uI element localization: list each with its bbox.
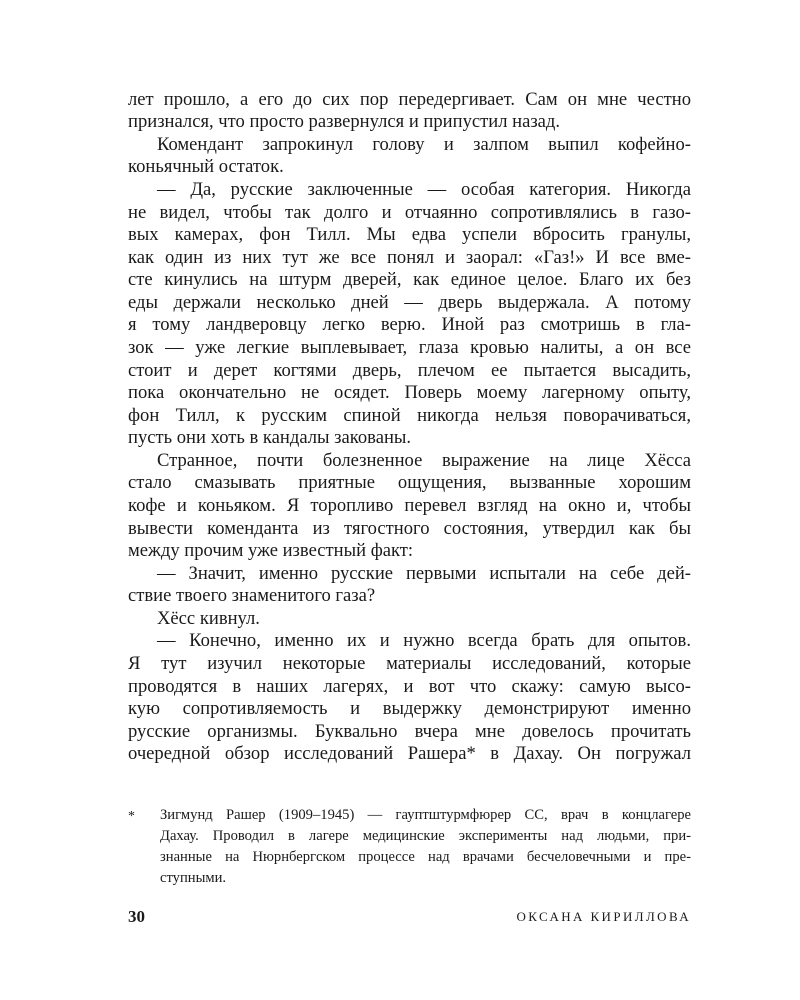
body-line-4: коньячный остаток. bbox=[128, 156, 284, 177]
body-line-1: лет прошло, а его до сих пор передергивает. Сам он мне честно bbox=[128, 89, 691, 110]
body-line-20: вывести коменданта из тягостного состояния, утвердил как бы bbox=[128, 518, 691, 539]
body-line-10: еды держали несколько дней — дверь выдержала. А потому bbox=[128, 292, 691, 313]
body-line-18: стало смазывать приятные ощущения, вызванные хорошим bbox=[128, 472, 691, 493]
footnote-line-4: ступными. bbox=[160, 870, 227, 886]
body-line-26: Я тут изучил некоторые материалы исследований, которые bbox=[128, 653, 691, 674]
body-line-9: сте кинулись на штурм дверей, как единое целое. Благо их без bbox=[128, 269, 691, 290]
body-line-15: фон Тилл, к русским спиной никогда нельзя поворачиваться, bbox=[128, 405, 691, 426]
body-line-27: проводятся в наших лагерях, и вот что скажу: самую высо- bbox=[128, 676, 691, 697]
body-line-7: вых камерах, фон Тилл. Мы едва успели вбросить гранулы, bbox=[128, 224, 691, 245]
body-line-24: Хёсс кивнул. bbox=[157, 608, 260, 629]
body-line-6: не видел, чтобы так долго и отчаянно сопротивлялись в газо- bbox=[128, 202, 691, 223]
body-line-3: Комендант запрокинул голову и залпом выпил кофейно- bbox=[157, 134, 691, 155]
body-line-11: я тому ландверовцу легко верю. Иной раз смотришь в гла- bbox=[128, 314, 691, 335]
body-line-14: пока окончательно не осядет. Поверь моему лагерному опыту, bbox=[128, 382, 691, 403]
running-footer-author: ОКСАНА КИРИЛЛОВА bbox=[516, 909, 691, 924]
body-line-5: — Да, русские заключенные — особая категория. Никогда bbox=[157, 179, 691, 200]
body-line-28: кую сопротивляемость и выдержку демонстрируют именно bbox=[128, 698, 691, 719]
footnote-line-1: Зигмунд Рашер (1909–1945) — гауптштурмфюрер СС, врач в концлагере bbox=[160, 807, 691, 823]
body-line-12: зок — уже легкие выплевывает, глаза кровью налиты, а он все bbox=[128, 337, 691, 358]
body-line-8: как один из них тут же все понял и заорал: «Газ!» И все вме- bbox=[128, 247, 691, 268]
body-line-23: ствие твоего знаменитого газа? bbox=[128, 585, 376, 606]
body-line-25: — Конечно, именно их и нужно всегда брать для опытов. bbox=[157, 630, 691, 651]
footnote-line-3: знанные на Нюрнбергском процессе над врачами бесчеловечными и пре- bbox=[160, 849, 691, 865]
footnote-line-2: Дахау. Проводил в лагере медицинские эксперименты над людьми, при- bbox=[160, 828, 691, 844]
body-line-29: русские организмы. Буквально вчера мне довелось прочитать bbox=[128, 721, 691, 742]
body-line-16: пусть они хоть в кандалы закованы. bbox=[128, 427, 412, 448]
footnote-marker: * bbox=[128, 809, 135, 824]
body-line-17: Странное, почти болезненное выражение на лице Хёсса bbox=[157, 450, 691, 471]
body-line-30: очередной обзор исследований Рашера* в Дахау. Он погружал bbox=[128, 743, 691, 764]
page-number: 30 bbox=[128, 907, 145, 926]
body-line-19: кофе и коньяком. Я торопливо перевел взгляд на окно и, чтобы bbox=[128, 495, 691, 516]
body-line-13: стоит и дерет когтями дверь, плечом ее пытается высадить, bbox=[128, 360, 691, 381]
body-line-21: между прочим уже известный факт: bbox=[128, 540, 414, 561]
body-line-2: признался, что просто развернулся и припустил назад. bbox=[128, 111, 561, 132]
body-line-22: — Значит, именно русские первыми испытали на себе дей- bbox=[157, 563, 691, 584]
